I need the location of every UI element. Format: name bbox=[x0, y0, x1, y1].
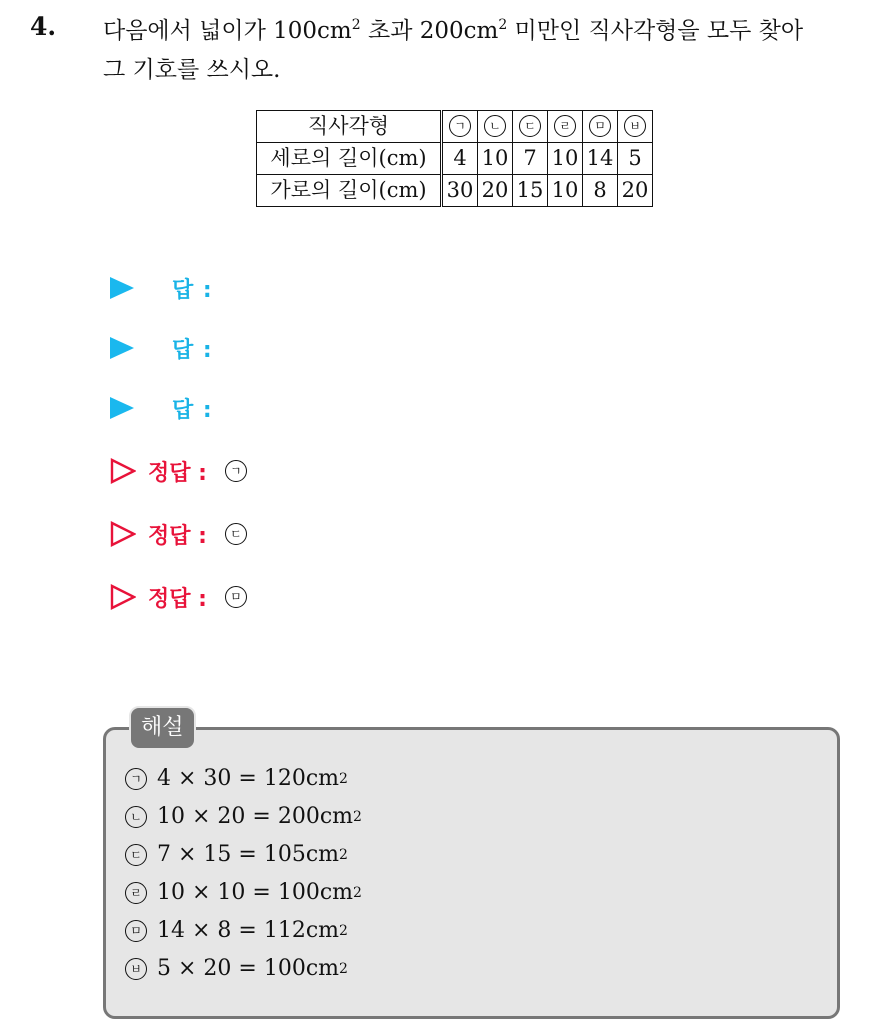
explanation-expr: 10 × 20 = 200cm bbox=[157, 804, 354, 829]
correct-answer-label: 정답 : bbox=[148, 586, 207, 612]
question-sup-1: 2 bbox=[351, 17, 361, 33]
answer-label: 답 : bbox=[172, 277, 213, 303]
table-cell: 20 bbox=[478, 175, 513, 207]
explanation-line: ㄹ 10 × 10 = 100cm 2 bbox=[125, 874, 362, 912]
table-cell: 10 bbox=[548, 143, 583, 175]
table-symbol bbox=[513, 111, 548, 143]
question-text bbox=[103, 12, 873, 90]
question-sup-2: 2 bbox=[498, 17, 508, 33]
explanation-expr: 7 × 15 = 105cm bbox=[157, 842, 340, 867]
answer-label: 답 : bbox=[172, 397, 213, 423]
table-row bbox=[257, 175, 653, 207]
correct-answer-label: 정답 : bbox=[148, 523, 207, 549]
table-cell: 7 bbox=[513, 143, 548, 175]
explanation-title: 해설 bbox=[129, 706, 196, 750]
row-label-width: 가로의 길이(cm) bbox=[257, 175, 442, 207]
table-header-label: 직사각형 bbox=[257, 111, 442, 143]
circled-symbol-icon: ㄴ bbox=[484, 115, 506, 137]
circled-symbol-icon: ㄱ bbox=[225, 460, 247, 482]
question-line2: 그 기호를 쓰시오. bbox=[103, 57, 281, 83]
circled-symbol-icon: ㄹ bbox=[554, 115, 576, 137]
play-triangle-icon bbox=[110, 397, 134, 419]
question-line1-post: 미만인 직사각형을 모두 찾아 bbox=[507, 18, 804, 44]
table-cell: 30 bbox=[442, 175, 478, 207]
explanation-line: ㅂ 5 × 20 = 100cm 2 bbox=[125, 950, 362, 988]
table-symbol bbox=[442, 111, 478, 143]
table-cell: 15 bbox=[513, 175, 548, 207]
explanation-line: ㄷ 7 × 15 = 105cm 2 bbox=[125, 836, 362, 874]
outline-triangle-icon bbox=[110, 521, 136, 547]
outline-triangle-icon bbox=[110, 458, 136, 484]
correct-answer-value bbox=[225, 523, 247, 545]
explanation-line: ㄱ 4 × 30 = 120cm 2 bbox=[125, 760, 362, 798]
correct-answer-row bbox=[110, 579, 247, 615]
answer-row[interactable] bbox=[110, 390, 213, 426]
table-cell: 14 bbox=[583, 143, 618, 175]
correct-answer-label: 정답 : bbox=[148, 460, 207, 486]
explanation-expr: 4 × 30 = 120cm bbox=[157, 766, 340, 791]
circled-symbol-icon: ㄷ bbox=[519, 115, 541, 137]
table-header-row bbox=[257, 111, 653, 143]
explanation-line: ㅁ 14 × 8 = 112cm 2 bbox=[125, 912, 362, 950]
circled-symbol-icon: ㄱ bbox=[449, 115, 471, 137]
answer-row[interactable] bbox=[110, 270, 213, 306]
circled-symbol-icon: ㄱ bbox=[125, 768, 147, 790]
circled-symbol-icon: ㅁ bbox=[225, 586, 247, 608]
question-number: 4. bbox=[30, 12, 57, 41]
play-triangle-icon bbox=[110, 277, 134, 299]
outline-triangle-icon bbox=[110, 584, 136, 610]
table-symbol bbox=[548, 111, 583, 143]
table-symbol bbox=[478, 111, 513, 143]
circled-symbol-icon: ㅁ bbox=[589, 115, 611, 137]
play-triangle-icon bbox=[110, 337, 134, 359]
correct-answer-value bbox=[225, 460, 247, 482]
circled-symbol-icon: ㅂ bbox=[125, 958, 147, 980]
explanation-expr: 14 × 8 = 112cm bbox=[157, 918, 340, 943]
table-cell: 10 bbox=[478, 143, 513, 175]
table-row bbox=[257, 143, 653, 175]
row-label-height: 세로의 길이(cm) bbox=[257, 143, 442, 175]
circled-symbol-icon: ㅁ bbox=[125, 920, 147, 942]
rectangle-table bbox=[256, 110, 653, 207]
circled-symbol-icon: ㄷ bbox=[125, 844, 147, 866]
table-cell: 5 bbox=[618, 143, 653, 175]
explanation-expr: 10 × 10 = 100cm bbox=[157, 880, 354, 905]
table-cell: 10 bbox=[548, 175, 583, 207]
table-cell: 20 bbox=[618, 175, 653, 207]
circled-symbol-icon: ㄷ bbox=[225, 523, 247, 545]
answer-row[interactable] bbox=[110, 330, 213, 366]
table-cell: 4 bbox=[442, 143, 478, 175]
question-line1-mid: 초과 200cm bbox=[360, 18, 499, 44]
explanation-line: ㄴ 10 × 20 = 200cm 2 bbox=[125, 798, 362, 836]
correct-answer-row bbox=[110, 516, 247, 552]
explanation-lines bbox=[125, 760, 362, 988]
circled-symbol-icon: ㄹ bbox=[125, 882, 147, 904]
table-symbol bbox=[618, 111, 653, 143]
answer-label: 답 : bbox=[172, 337, 213, 363]
correct-answer-row bbox=[110, 453, 247, 489]
correct-answer-value bbox=[225, 586, 247, 608]
question-line1-pre: 다음에서 넓이가 100cm bbox=[103, 18, 352, 44]
circled-symbol-icon: ㄴ bbox=[125, 806, 147, 828]
table-symbol bbox=[583, 111, 618, 143]
table-cell: 8 bbox=[583, 175, 618, 207]
explanation-expr: 5 × 20 = 100cm bbox=[157, 956, 340, 981]
circled-symbol-icon: ㅂ bbox=[624, 115, 646, 137]
